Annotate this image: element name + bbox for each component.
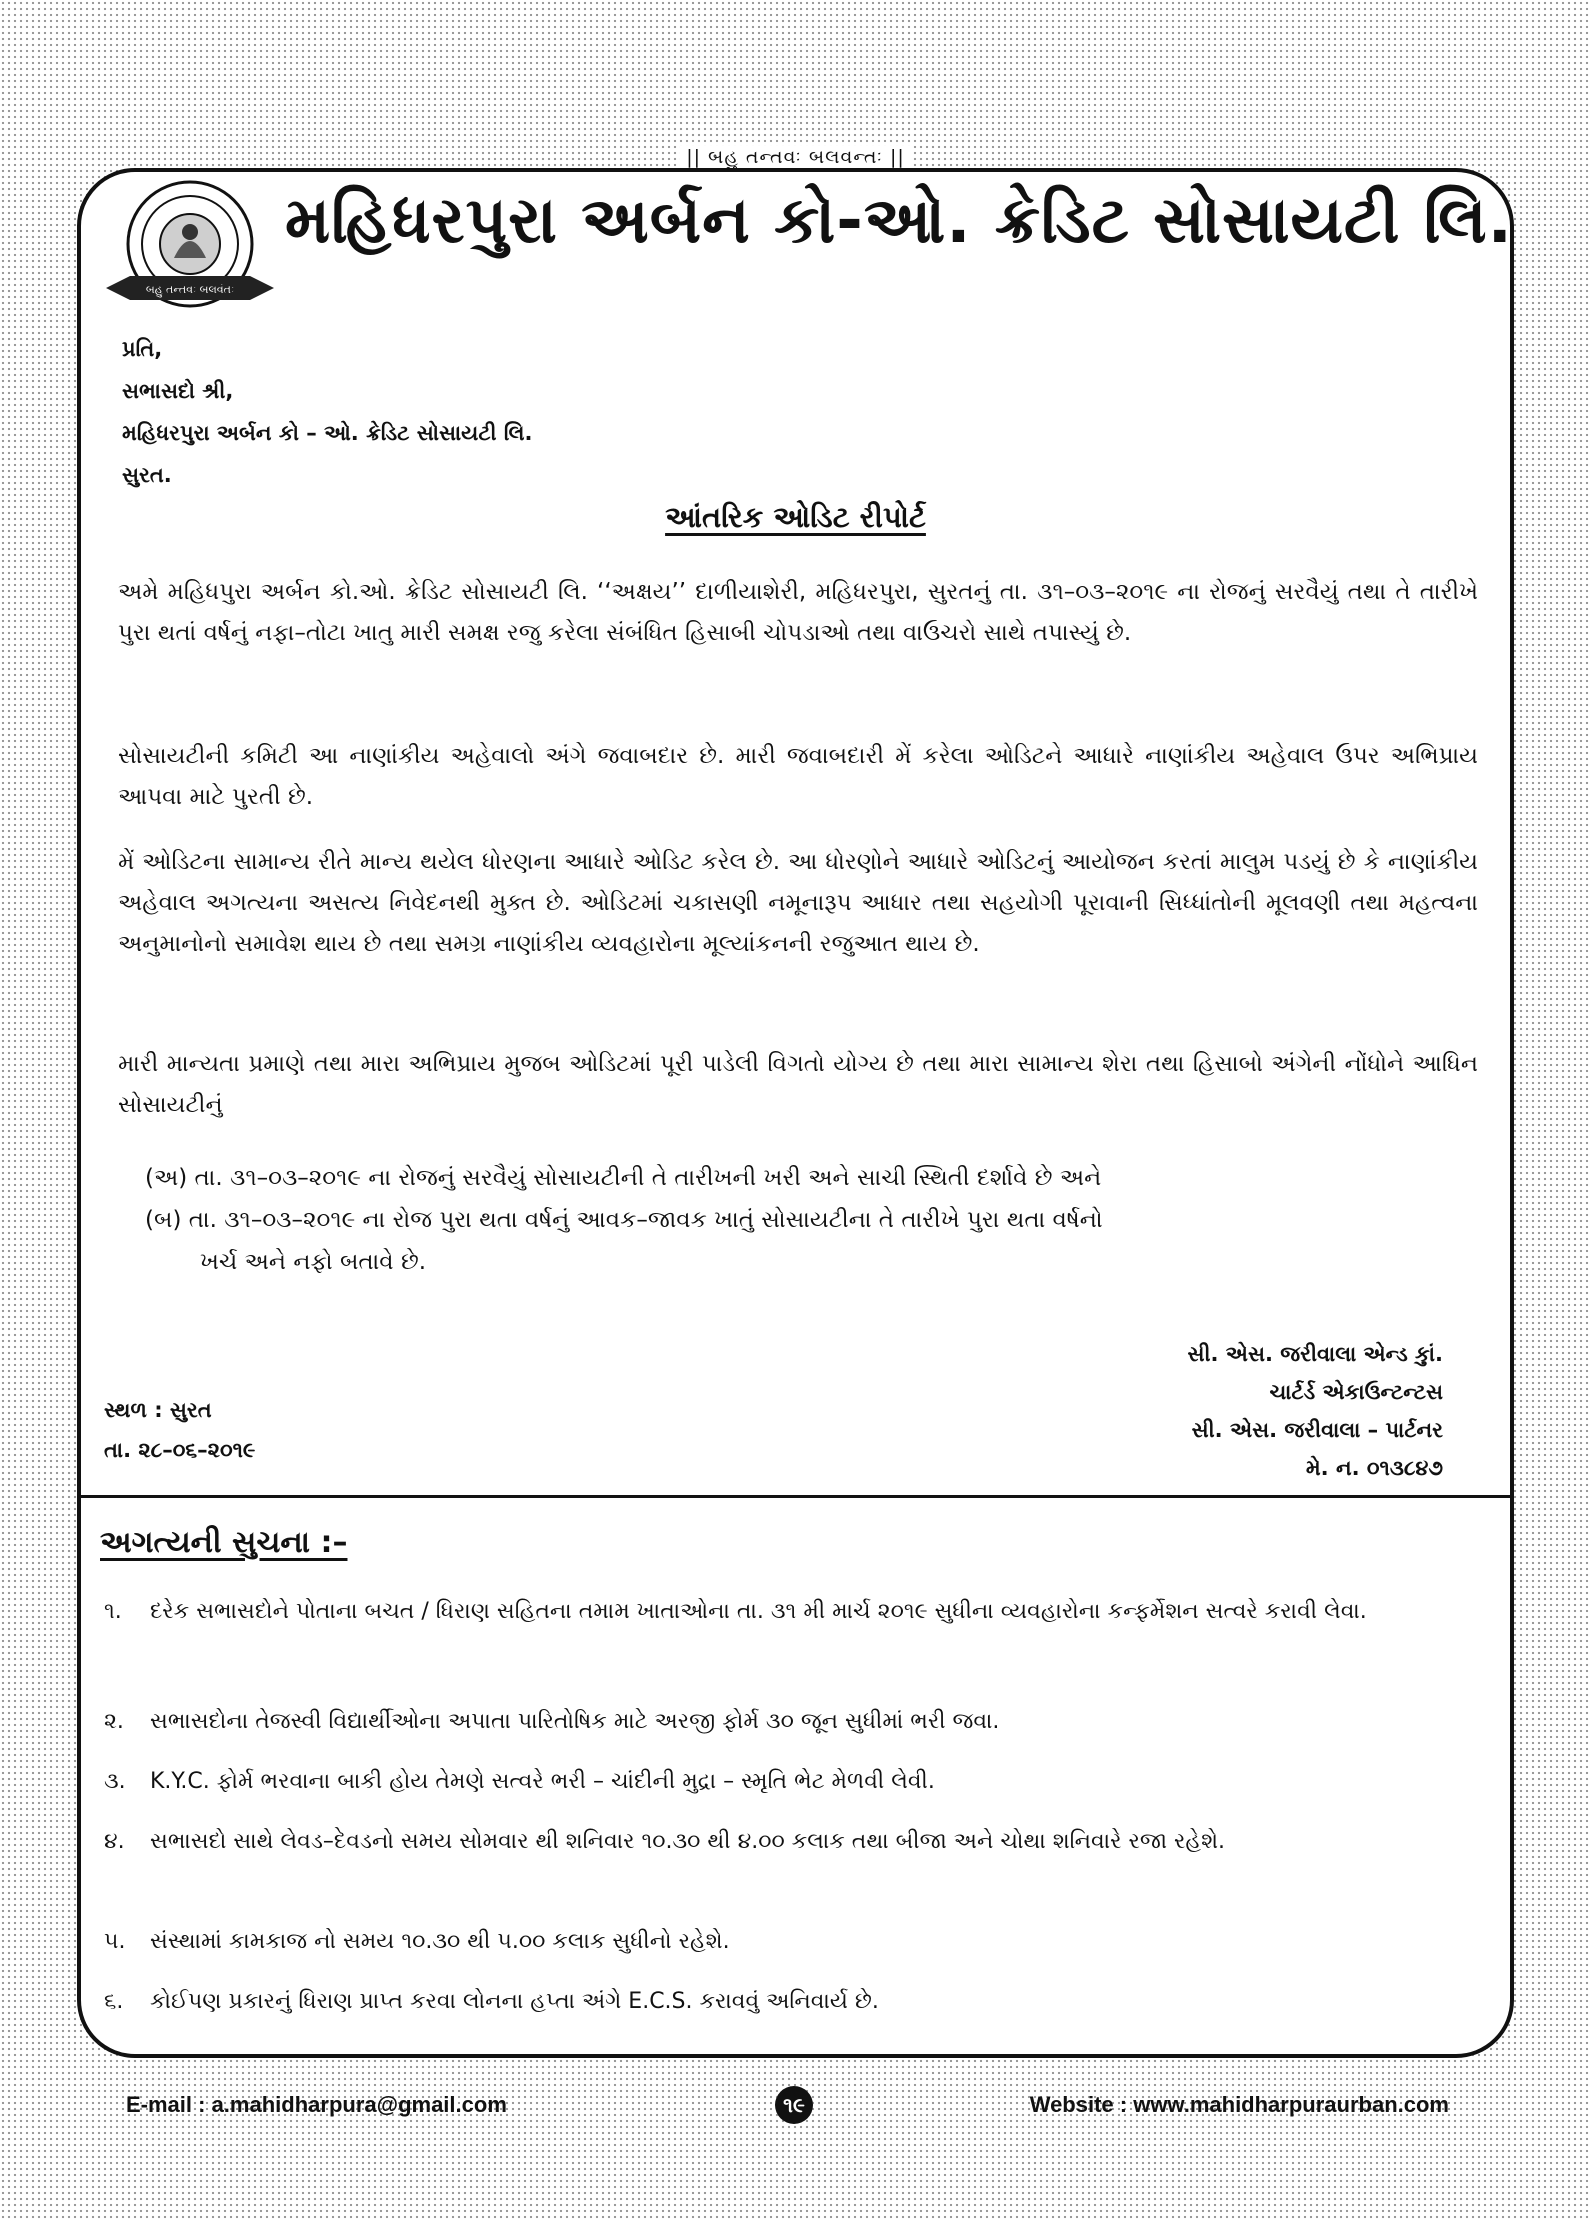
place-date-block xyxy=(104,1390,255,1470)
signature-line: સી. એસ. જરીવાલા એન્ડ કાું. xyxy=(1187,1342,1443,1366)
notice-number: ૩. xyxy=(104,1769,126,1794)
notice-text: સભાસદોના તેજસ્વી વિદ્યાર્થીઓના અપાતા પારિતોષિક માટે અરજી ફોર્મ ૩૦ જૂન સુધીમાં ભરી જવા. xyxy=(150,1709,1000,1734)
email-link[interactable]: E-mail : a.mahidharpura@gmail.com xyxy=(126,2092,507,2117)
report-paragraph: સોસાયટીની કમિટી આ નાણાંકીય અહેવાલો અંગે જવાબદાર છે. મારી જવાબદારી મેં કરેલા ઓડિટને આધારે નાણાંકીય અહેવાલ ઉપર અભિપ્રાય આપવા માટે પુરતી છે. xyxy=(118,743,1478,810)
report-item: (અ) તા. ૩૧–૦૩–૨૦૧૯ ના રોજનું સરવૈયું સોસાયટીની તે તારીખની ખરી અને સાચી સ્થિતી દર્શાવે છે અને xyxy=(145,1165,1102,1191)
place: સ્થળ : સુરત xyxy=(104,1398,212,1422)
address-line: સુરત. xyxy=(122,463,172,487)
notice-number: ૫. xyxy=(104,1929,126,1954)
notice-number: ૨. xyxy=(104,1709,124,1734)
notice-item xyxy=(104,1762,1484,1802)
date: તા. ૨૮–૦૬–૨૦૧૯ xyxy=(104,1438,256,1462)
address-line: મહિધરપુરા અર્બન કો – ઓ. ક્રેડિટ સોસાયટી લિ. xyxy=(122,421,533,445)
notice-item xyxy=(104,1702,1484,1742)
society-logo xyxy=(100,176,280,324)
notice-text: સભાસદો સાથે લેવડ–દેવડનો સમય સોમવાર થી શનિવાર ૧૦.૩૦ થી ૪.૦૦ કલાક તથા બીજા અને ચોથા શનિવારે રજા રહેશે. xyxy=(150,1829,1226,1854)
report-paragraph: મેં ઓડિટના સામાન્ય રીતે માન્ય થયેલ ધોરણના આધારે ઓડિટ કરેલ છે. આ ધોરણોને આધારે ઓડિટનું આયોજન કરતાં માલુમ પડયું છે કે નાણાંકીય અહેવાલ અગત્યના અસત્ય નિવેદનથી મુક્ત છે. ઓડિટમાં ચકાસણી નમૂનારૂપ આધાર તથા સહયોગી પૂરાવાની સિધ્ધાંતોની મૂલવણી તથા મહત્વના અનુમાનોનો સમાવેશ થાય છે તથા સમગ્ર નાણાંકીય વ્યવહારોના મૂલ્યાંકનની રજુઆત થાય છે. xyxy=(118,849,1478,957)
notice-text: કોઈપણ પ્રકારનું ધિરાણ પ્રાપ્ત કરવા લોનના હપ્તા અંગે E.C.S. કરાવવું અનિવાર્ય છે. xyxy=(150,1989,879,2014)
notice-number: ૧. xyxy=(104,1599,122,1624)
page-number: ૧૯ xyxy=(775,2086,813,2124)
signature-block xyxy=(1187,1335,1443,1487)
footer xyxy=(0,2092,1591,2132)
report-item: ખર્ચ અને નફો બતાવે છે. xyxy=(200,1249,427,1275)
address-block xyxy=(122,328,532,496)
notice-item xyxy=(104,1982,1484,2022)
svg-text:બહુ તન્તવઃ બલવંતઃ: બહુ તન્તવઃ બલવંતઃ xyxy=(145,283,235,296)
report-paragraph: મારી માન્યતા પ્રમાણે તથા મારા અભિપ્રાય મુજબ ઓડિટમાં પૂરી પાડેલી વિગતો યોગ્ય છે તથા મારા સામાન્ય શેરા તથા હિસાબો અંગેની નોંધોને આધિન સોસાયટીનું xyxy=(118,1051,1478,1118)
report-paragraph: અમે મહિધપુરા અર્બન કો.ઓ. ક્રેડિટ સોસાયટી લિ. ‘‘અક્ષય’’ દાળીયાશેરી, મહિધરપુરા, સુરતનું તા. ૩૧–૦૩–૨૦૧૯ ના રોજનું સરવૈયું તથા તે તારીખે પુરા થતાં વર્ષનું નફા–તોટા ખાતુ મારી સમક્ષ રજુ કરેલા સંબંધિત હિસાબી ચોપડાઓ તથા વાઉચરો સાથે તપાસ્યું છે. xyxy=(118,579,1478,646)
website-link[interactable]: Website : www.mahidharpuraurban.com xyxy=(1029,2092,1449,2117)
signature-line: ચાર્ટર્ડ એકાઉન્ટન્ટસ xyxy=(1269,1380,1443,1404)
section-divider xyxy=(77,1495,1514,1498)
report-item: (બ) તા. ૩૧–૦૩–૨૦૧૯ ના રોજ પુરા થતા વર્ષનું આવક–જાવક ખાતું સોસાયટીના તે તારીખે પુરા થતા વર્ષનો xyxy=(145,1207,1103,1233)
notice-title: અગત્યની સુચના :– xyxy=(100,1525,348,1560)
notice-item xyxy=(104,1822,1484,1862)
notice-text: K.Y.C. ફોર્મ ભરવાના બાકી હોય તેમણે સત્વરે ભરી – ચાંદીની મુદ્રા – સ્મૃતિ ભેટ મેળવી લેવી. xyxy=(150,1769,935,1794)
notice-text: સંસ્થામાં કામકાજ નો સમય ૧૦.૩૦ થી ૫.૦૦ કલાક સુધીનો રહેશે. xyxy=(150,1929,730,1954)
notice-text: દરેક સભાસદોને પોતાના બચત / ધિરાણ સહિતના તમામ ખાતાઓના તા. ૩૧ મી માર્ચ ૨૦૧૯ સુધીના વ્યવહારોના કન્ફર્મેશન સત્વરે કરાવી લેવા. xyxy=(150,1599,1367,1624)
notice-number: ૪. xyxy=(104,1829,125,1854)
notice-number: ૬. xyxy=(104,1989,124,2014)
notice-item xyxy=(104,1922,1484,1962)
address-line: પ્રતિ, xyxy=(122,337,163,361)
report-title: આંતરિક ઓડિટ રીપોર્ટ xyxy=(665,500,926,534)
signature-line: મે. ન. ૦૧૩૮૪૭ xyxy=(1305,1456,1443,1480)
society-name: મહિધરપુરા અર્બન કો-ઓ. ક્રેડિટ સોસાયટી લિ. xyxy=(285,184,1513,258)
notice-item xyxy=(104,1592,1484,1632)
motto: || બહુ તન્તવઃ બલવન્તઃ || xyxy=(0,146,1591,168)
address-line: સભાસદો શ્રી, xyxy=(122,379,234,403)
signature-line: સી. એસ. જરીવાલા – પાર્ટનર xyxy=(1191,1418,1443,1442)
